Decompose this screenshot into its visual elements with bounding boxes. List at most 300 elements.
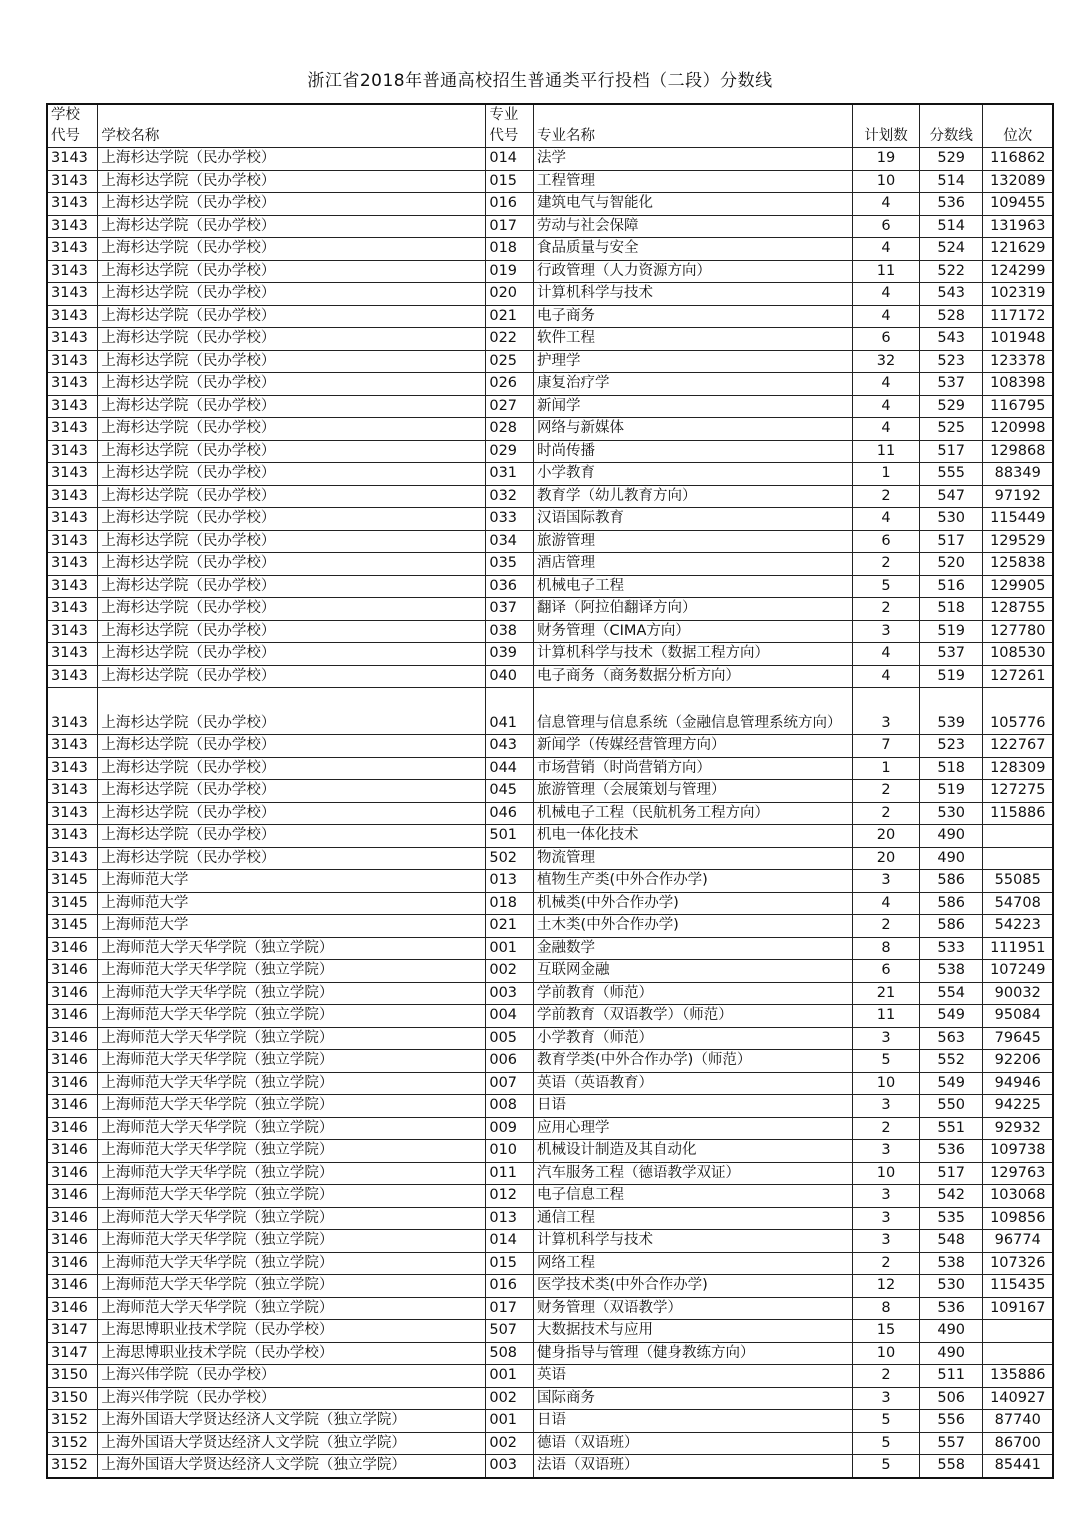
- cell-school-code: 3143: [47, 170, 98, 193]
- cell-school-code: 3145: [47, 915, 98, 938]
- cell-major-name: 市场营销（时尚营销方向）: [534, 757, 853, 780]
- cell-major-name: 互联网金融: [534, 960, 853, 983]
- cell-plan-count: 4: [853, 193, 920, 216]
- cell-major-code: 027: [486, 395, 534, 418]
- cell-plan-count: 4: [853, 395, 920, 418]
- table-row: [47, 1072, 1053, 1095]
- cell-school-name: 上海杉达学院（民办学校）: [98, 215, 486, 238]
- cell-major-name: 新闻学（传媒经营管理方向）: [534, 735, 853, 758]
- cell-major-name: 国际商务: [534, 1387, 853, 1410]
- table-row: [47, 1207, 1053, 1230]
- table-row: [47, 1027, 1053, 1050]
- cell-school-name: 上海杉达学院（民办学校）: [98, 373, 486, 396]
- cell-school-name: 上海师范大学: [98, 870, 486, 893]
- cell-plan-count: 4: [853, 643, 920, 666]
- cell-rank: 109856: [983, 1207, 1053, 1230]
- cell-school-name: 上海师范大学天华学院（独立学院）: [98, 1275, 486, 1298]
- cell-major-code: 045: [486, 780, 534, 803]
- cell-rank: 123378: [983, 350, 1053, 373]
- table-row: [47, 305, 1053, 328]
- cell-school-name: 上海杉达学院（民办学校）: [98, 508, 486, 531]
- table-row: [47, 1365, 1053, 1388]
- cell-school-code: 3150: [47, 1387, 98, 1410]
- cell-major-code: 039: [486, 643, 534, 666]
- cell-rank: 117172: [983, 305, 1053, 328]
- cell-major-code: 010: [486, 1140, 534, 1163]
- cell-school-name: 上海杉达学院（民办学校）: [98, 418, 486, 441]
- cell-score-line: 586: [919, 892, 983, 915]
- cell-school-code: 3143: [47, 373, 98, 396]
- cell-plan-count: 4: [853, 418, 920, 441]
- cell-score-line: 520: [919, 553, 983, 576]
- table-row: [47, 1432, 1053, 1455]
- cell-school-name: 上海杉达学院（民办学校）: [98, 350, 486, 373]
- cell-score-line: 548: [919, 1230, 983, 1253]
- cell-score-line: 530: [919, 1275, 983, 1298]
- cell-rank: 79645: [983, 1027, 1053, 1050]
- cell-school-name: 上海外国语大学贤达经济人文学院（独立学院）: [98, 1432, 486, 1455]
- cell-school-code: 3143: [47, 780, 98, 803]
- cell-school-code: 3143: [47, 530, 98, 553]
- table-row: [47, 870, 1053, 893]
- cell-school-name: 上海师范大学天华学院（独立学院）: [98, 1252, 486, 1275]
- cell-score-line: 536: [919, 193, 983, 216]
- cell-major-name: 电子信息工程: [534, 1185, 853, 1208]
- cell-score-line: 539: [919, 688, 983, 735]
- cell-major-code: 018: [486, 892, 534, 915]
- cell-rank: 116795: [983, 395, 1053, 418]
- cell-plan-count: 4: [853, 665, 920, 688]
- cell-school-name: 上海杉达学院（民办学校）: [98, 847, 486, 870]
- cell-major-code: 013: [486, 870, 534, 893]
- cell-rank: 127780: [983, 620, 1053, 643]
- cell-rank: [983, 847, 1053, 870]
- table-row: [47, 1410, 1053, 1433]
- cell-score-line: 552: [919, 1050, 983, 1073]
- table-row: [47, 643, 1053, 666]
- cell-school-name: 上海杉达学院（民办学校）: [98, 440, 486, 463]
- cell-major-name: 网络与新媒体: [534, 418, 853, 441]
- cell-school-code: 3146: [47, 1252, 98, 1275]
- cell-school-name: 上海杉达学院（民办学校）: [98, 802, 486, 825]
- cell-score-line: 563: [919, 1027, 983, 1050]
- cell-school-name: 上海杉达学院（民办学校）: [98, 260, 486, 283]
- cell-rank: 105776: [983, 688, 1053, 735]
- cell-school-name: 上海师范大学天华学院（独立学院）: [98, 1162, 486, 1185]
- table-row: [47, 553, 1053, 576]
- cell-major-name: 新闻学: [534, 395, 853, 418]
- cell-school-name: 上海师范大学天华学院（独立学院）: [98, 1005, 486, 1028]
- table-row: [47, 802, 1053, 825]
- cell-score-line: 490: [919, 825, 983, 848]
- cell-major-code: 003: [486, 982, 534, 1005]
- cell-major-name: 信息管理与信息系统（金融信息管理系统方向）: [534, 688, 853, 735]
- cell-school-code: 3146: [47, 1050, 98, 1073]
- cell-plan-count: 6: [853, 530, 920, 553]
- cell-rank: 121629: [983, 238, 1053, 261]
- cell-school-name: 上海师范大学天华学院（独立学院）: [98, 1072, 486, 1095]
- cell-major-name: 机械类(中外合作办学): [534, 892, 853, 915]
- cell-plan-count: 5: [853, 1050, 920, 1073]
- table-row: [47, 530, 1053, 553]
- cell-school-name: 上海师范大学天华学院（独立学院）: [98, 1230, 486, 1253]
- cell-major-code: 007: [486, 1072, 534, 1095]
- cell-rank: 94946: [983, 1072, 1053, 1095]
- cell-school-code: 3143: [47, 643, 98, 666]
- cell-major-code: 029: [486, 440, 534, 463]
- cell-school-code: 3145: [47, 870, 98, 893]
- cell-school-name: 上海师范大学天华学院（独立学院）: [98, 1140, 486, 1163]
- cell-score-line: 542: [919, 1185, 983, 1208]
- cell-plan-count: 2: [853, 802, 920, 825]
- header-school-name: 学校名称: [98, 104, 486, 148]
- cell-major-code: 501: [486, 825, 534, 848]
- cell-score-line: 490: [919, 847, 983, 870]
- cell-school-code: 3143: [47, 485, 98, 508]
- cell-major-name: 教育学类(中外合作办学)（师范）: [534, 1050, 853, 1073]
- cell-rank: 85441: [983, 1455, 1053, 1478]
- cell-school-code: 3143: [47, 598, 98, 621]
- cell-school-name: 上海杉达学院（民办学校）: [98, 530, 486, 553]
- cell-rank: 92206: [983, 1050, 1053, 1073]
- table-row: [47, 665, 1053, 688]
- cell-school-name: 上海师范大学天华学院（独立学院）: [98, 1027, 486, 1050]
- cell-rank: 122767: [983, 735, 1053, 758]
- cell-score-line: 529: [919, 148, 983, 171]
- cell-school-name: 上海师范大学天华学院（独立学院）: [98, 937, 486, 960]
- cell-plan-count: 10: [853, 170, 920, 193]
- cell-school-code: 3143: [47, 575, 98, 598]
- cell-major-code: 006: [486, 1050, 534, 1073]
- cell-major-code: 035: [486, 553, 534, 576]
- table-row: [47, 937, 1053, 960]
- cell-score-line: 557: [919, 1432, 983, 1455]
- cell-school-name: 上海师范大学天华学院（独立学院）: [98, 1095, 486, 1118]
- cell-major-code: 036: [486, 575, 534, 598]
- cell-plan-count: 11: [853, 1005, 920, 1028]
- cell-major-name: 植物生产类(中外合作办学): [534, 870, 853, 893]
- cell-plan-count: 4: [853, 283, 920, 306]
- cell-major-name: 行政管理（人力资源方向）: [534, 260, 853, 283]
- cell-school-name: 上海师范大学天华学院（独立学院）: [98, 960, 486, 983]
- cell-score-line: 523: [919, 735, 983, 758]
- cell-school-name: 上海杉达学院（民办学校）: [98, 193, 486, 216]
- table-row: [47, 1230, 1053, 1253]
- cell-plan-count: 2: [853, 553, 920, 576]
- cell-school-name: 上海杉达学院（民办学校）: [98, 735, 486, 758]
- cell-plan-count: 2: [853, 915, 920, 938]
- table-row: [47, 757, 1053, 780]
- cell-rank: 124299: [983, 260, 1053, 283]
- cell-plan-count: 4: [853, 305, 920, 328]
- cell-plan-count: 12: [853, 1275, 920, 1298]
- page-title: 浙江省2018年普通高校招生普通类平行投档（二段）分数线: [307, 71, 773, 91]
- cell-major-code: 003: [486, 1455, 534, 1478]
- cell-plan-count: 2: [853, 1252, 920, 1275]
- cell-major-name: 汽车服务工程（德语教学双证）: [534, 1162, 853, 1185]
- cell-major-code: 015: [486, 170, 534, 193]
- table-header-row: [47, 104, 1053, 148]
- cell-rank: 128755: [983, 598, 1053, 621]
- cell-major-name: 日语: [534, 1095, 853, 1118]
- cell-major-code: 033: [486, 508, 534, 531]
- cell-school-name: 上海杉达学院（民办学校）: [98, 780, 486, 803]
- table-row: [47, 395, 1053, 418]
- cell-school-name: 上海杉达学院（民办学校）: [98, 620, 486, 643]
- cell-school-code: 3143: [47, 735, 98, 758]
- table-row: [47, 508, 1053, 531]
- cell-school-name: 上海师范大学天华学院（独立学院）: [98, 1297, 486, 1320]
- cell-score-line: 538: [919, 960, 983, 983]
- cell-rank: 86700: [983, 1432, 1053, 1455]
- cell-school-code: 3152: [47, 1432, 98, 1455]
- cell-school-code: 3143: [47, 395, 98, 418]
- cell-rank: 127275: [983, 780, 1053, 803]
- cell-rank: 108530: [983, 643, 1053, 666]
- cell-school-name: 上海杉达学院（民办学校）: [98, 598, 486, 621]
- cell-school-code: 3143: [47, 283, 98, 306]
- cell-major-code: 019: [486, 260, 534, 283]
- cell-score-line: 519: [919, 780, 983, 803]
- cell-major-code: 005: [486, 1027, 534, 1050]
- cell-score-line: 555: [919, 463, 983, 486]
- cell-score-line: 549: [919, 1005, 983, 1028]
- cell-score-line: 528: [919, 305, 983, 328]
- cell-major-code: 015: [486, 1252, 534, 1275]
- cell-major-name: 学前教育（双语教学）（师范）: [534, 1005, 853, 1028]
- cell-major-name: 机械电子工程（民航机务工程方向）: [534, 802, 853, 825]
- cell-rank: 101948: [983, 328, 1053, 351]
- cell-rank: [983, 1320, 1053, 1343]
- cell-rank: 54223: [983, 915, 1053, 938]
- cell-rank: 127261: [983, 665, 1053, 688]
- cell-school-code: 3143: [47, 463, 98, 486]
- cell-major-name: 医学技术类(中外合作办学): [534, 1275, 853, 1298]
- cell-score-line: 516: [919, 575, 983, 598]
- cell-major-name: 财务管理（双语教学）: [534, 1297, 853, 1320]
- table-row: [47, 780, 1053, 803]
- cell-major-name: 汉语国际教育: [534, 508, 853, 531]
- cell-rank: [983, 1342, 1053, 1365]
- cell-school-code: 3147: [47, 1320, 98, 1343]
- cell-rank: 88349: [983, 463, 1053, 486]
- table-row: [47, 215, 1053, 238]
- cell-major-code: 016: [486, 1275, 534, 1298]
- cell-major-code: 502: [486, 847, 534, 870]
- cell-school-code: 3146: [47, 937, 98, 960]
- cell-score-line: 543: [919, 283, 983, 306]
- cell-school-name: 上海杉达学院（民办学校）: [98, 170, 486, 193]
- cell-plan-count: 20: [853, 847, 920, 870]
- cell-score-line: 586: [919, 870, 983, 893]
- cell-rank: 54708: [983, 892, 1053, 915]
- cell-major-name: 大数据技术与应用: [534, 1320, 853, 1343]
- cell-score-line: 551: [919, 1117, 983, 1140]
- cell-major-code: 002: [486, 1387, 534, 1410]
- cell-school-code: 3147: [47, 1342, 98, 1365]
- table-row: [47, 238, 1053, 261]
- cell-rank: 92932: [983, 1117, 1053, 1140]
- cell-school-code: 3143: [47, 193, 98, 216]
- cell-plan-count: 6: [853, 215, 920, 238]
- cell-school-name: 上海兴伟学院（民办学校）: [98, 1365, 486, 1388]
- cell-school-name: 上海杉达学院（民办学校）: [98, 395, 486, 418]
- cell-rank: 135886: [983, 1365, 1053, 1388]
- cell-score-line: 586: [919, 915, 983, 938]
- cell-plan-count: 2: [853, 1117, 920, 1140]
- header-school-code: 学校代号: [47, 104, 98, 148]
- cell-major-name: 建筑电气与智能化: [534, 193, 853, 216]
- cell-major-name: 日语: [534, 1410, 853, 1433]
- cell-major-code: 028: [486, 418, 534, 441]
- cell-score-line: 558: [919, 1455, 983, 1478]
- header-score: 分数线: [919, 104, 983, 148]
- cell-rank: 95084: [983, 1005, 1053, 1028]
- cell-score-line: 524: [919, 238, 983, 261]
- cell-rank: 102319: [983, 283, 1053, 306]
- cell-school-code: 3143: [47, 688, 98, 735]
- cell-score-line: 518: [919, 598, 983, 621]
- cell-rank: 109738: [983, 1140, 1053, 1163]
- cell-school-code: 3146: [47, 1230, 98, 1253]
- cell-major-code: 009: [486, 1117, 534, 1140]
- cell-school-code: 3143: [47, 757, 98, 780]
- cell-score-line: 537: [919, 373, 983, 396]
- cell-plan-count: 3: [853, 620, 920, 643]
- cell-score-line: 543: [919, 328, 983, 351]
- cell-rank: 131963: [983, 215, 1053, 238]
- cell-major-name: 英语（英语教育）: [534, 1072, 853, 1095]
- cell-plan-count: 10: [853, 1162, 920, 1185]
- cell-plan-count: 5: [853, 1455, 920, 1478]
- cell-school-code: 3143: [47, 440, 98, 463]
- cell-plan-count: 3: [853, 1027, 920, 1050]
- cell-major-code: 001: [486, 1410, 534, 1433]
- cell-major-code: 013: [486, 1207, 534, 1230]
- cell-plan-count: 2: [853, 485, 920, 508]
- cell-plan-count: 3: [853, 1207, 920, 1230]
- cell-major-name: 法学: [534, 148, 853, 171]
- cell-rank: 109455: [983, 193, 1053, 216]
- cell-school-name: 上海师范大学天华学院（独立学院）: [98, 1207, 486, 1230]
- cell-rank: 129763: [983, 1162, 1053, 1185]
- cell-school-code: 3146: [47, 1005, 98, 1028]
- cell-major-code: 014: [486, 1230, 534, 1253]
- cell-school-name: 上海师范大学: [98, 915, 486, 938]
- cell-plan-count: 3: [853, 870, 920, 893]
- table-row: [47, 193, 1053, 216]
- cell-major-code: 021: [486, 305, 534, 328]
- cell-plan-count: 4: [853, 238, 920, 261]
- table-row: [47, 598, 1053, 621]
- cell-score-line: 533: [919, 937, 983, 960]
- cell-major-name: 德语（双语班）: [534, 1432, 853, 1455]
- cell-plan-count: 11: [853, 260, 920, 283]
- cell-plan-count: 3: [853, 1230, 920, 1253]
- cell-major-name: 小学教育: [534, 463, 853, 486]
- cell-school-code: 3146: [47, 1095, 98, 1118]
- cell-major-name: 食品质量与安全: [534, 238, 853, 261]
- cell-rank: 129905: [983, 575, 1053, 598]
- cell-major-code: 031: [486, 463, 534, 486]
- cell-plan-count: 19: [853, 148, 920, 171]
- cell-school-code: 3143: [47, 215, 98, 238]
- cell-school-code: 3146: [47, 982, 98, 1005]
- cell-school-name: 上海杉达学院（民办学校）: [98, 553, 486, 576]
- cell-major-code: 014: [486, 148, 534, 171]
- cell-score-line: 530: [919, 802, 983, 825]
- cell-school-code: 3145: [47, 892, 98, 915]
- cell-school-code: 3146: [47, 1162, 98, 1185]
- cell-plan-count: 4: [853, 373, 920, 396]
- cell-major-code: 038: [486, 620, 534, 643]
- table-row: [47, 1185, 1053, 1208]
- cell-major-name: 护理学: [534, 350, 853, 373]
- cell-rank: 107249: [983, 960, 1053, 983]
- cell-school-name: 上海思博职业技术学院（民办学校）: [98, 1342, 486, 1365]
- header-major-code: 专业代号: [486, 104, 534, 148]
- cell-major-name: 时尚传播: [534, 440, 853, 463]
- cell-major-name: 英语: [534, 1365, 853, 1388]
- cell-plan-count: 5: [853, 575, 920, 598]
- table-row: [47, 418, 1053, 441]
- cell-plan-count: 3: [853, 688, 920, 735]
- table-row: [47, 982, 1053, 1005]
- table-row: [47, 260, 1053, 283]
- cell-school-code: 3143: [47, 665, 98, 688]
- cell-major-name: 小学教育（师范）: [534, 1027, 853, 1050]
- cell-plan-count: 2: [853, 1365, 920, 1388]
- cell-major-name: 财务管理（CIMA方向）: [534, 620, 853, 643]
- table-row: [47, 1162, 1053, 1185]
- cell-major-name: 计算机科学与技术（数据工程方向）: [534, 643, 853, 666]
- table-row: [47, 575, 1053, 598]
- cell-rank: 108398: [983, 373, 1053, 396]
- cell-plan-count: 3: [853, 1140, 920, 1163]
- cell-score-line: 517: [919, 440, 983, 463]
- cell-rank: 140927: [983, 1387, 1053, 1410]
- cell-major-code: 011: [486, 1162, 534, 1185]
- cell-major-name: 网络工程: [534, 1252, 853, 1275]
- table-row: [47, 825, 1053, 848]
- cell-school-name: 上海师范大学天华学院（独立学院）: [98, 1050, 486, 1073]
- cell-major-code: 001: [486, 1365, 534, 1388]
- cell-major-name: 计算机科学与技术: [534, 1230, 853, 1253]
- cell-plan-count: 15: [853, 1320, 920, 1343]
- cell-plan-count: 4: [853, 892, 920, 915]
- table-row: [47, 892, 1053, 915]
- cell-major-code: 021: [486, 915, 534, 938]
- table-row: [47, 463, 1053, 486]
- table-row: [47, 485, 1053, 508]
- cell-plan-count: 7: [853, 735, 920, 758]
- cell-major-code: 017: [486, 1297, 534, 1320]
- cell-rank: [983, 825, 1053, 848]
- cell-major-name: 物流管理: [534, 847, 853, 870]
- cell-major-name: 机械设计制造及其自动化: [534, 1140, 853, 1163]
- cell-school-code: 3143: [47, 553, 98, 576]
- table-row: [47, 328, 1053, 351]
- cell-school-code: 3143: [47, 328, 98, 351]
- header-major-name: 专业名称: [534, 104, 853, 148]
- header-plan: 计划数: [853, 104, 920, 148]
- cell-rank: 90032: [983, 982, 1053, 1005]
- table-row: [47, 1005, 1053, 1028]
- cell-school-code: 3152: [47, 1410, 98, 1433]
- table-row: [47, 1297, 1053, 1320]
- cell-plan-count: 1: [853, 757, 920, 780]
- cell-school-code: 3146: [47, 1185, 98, 1208]
